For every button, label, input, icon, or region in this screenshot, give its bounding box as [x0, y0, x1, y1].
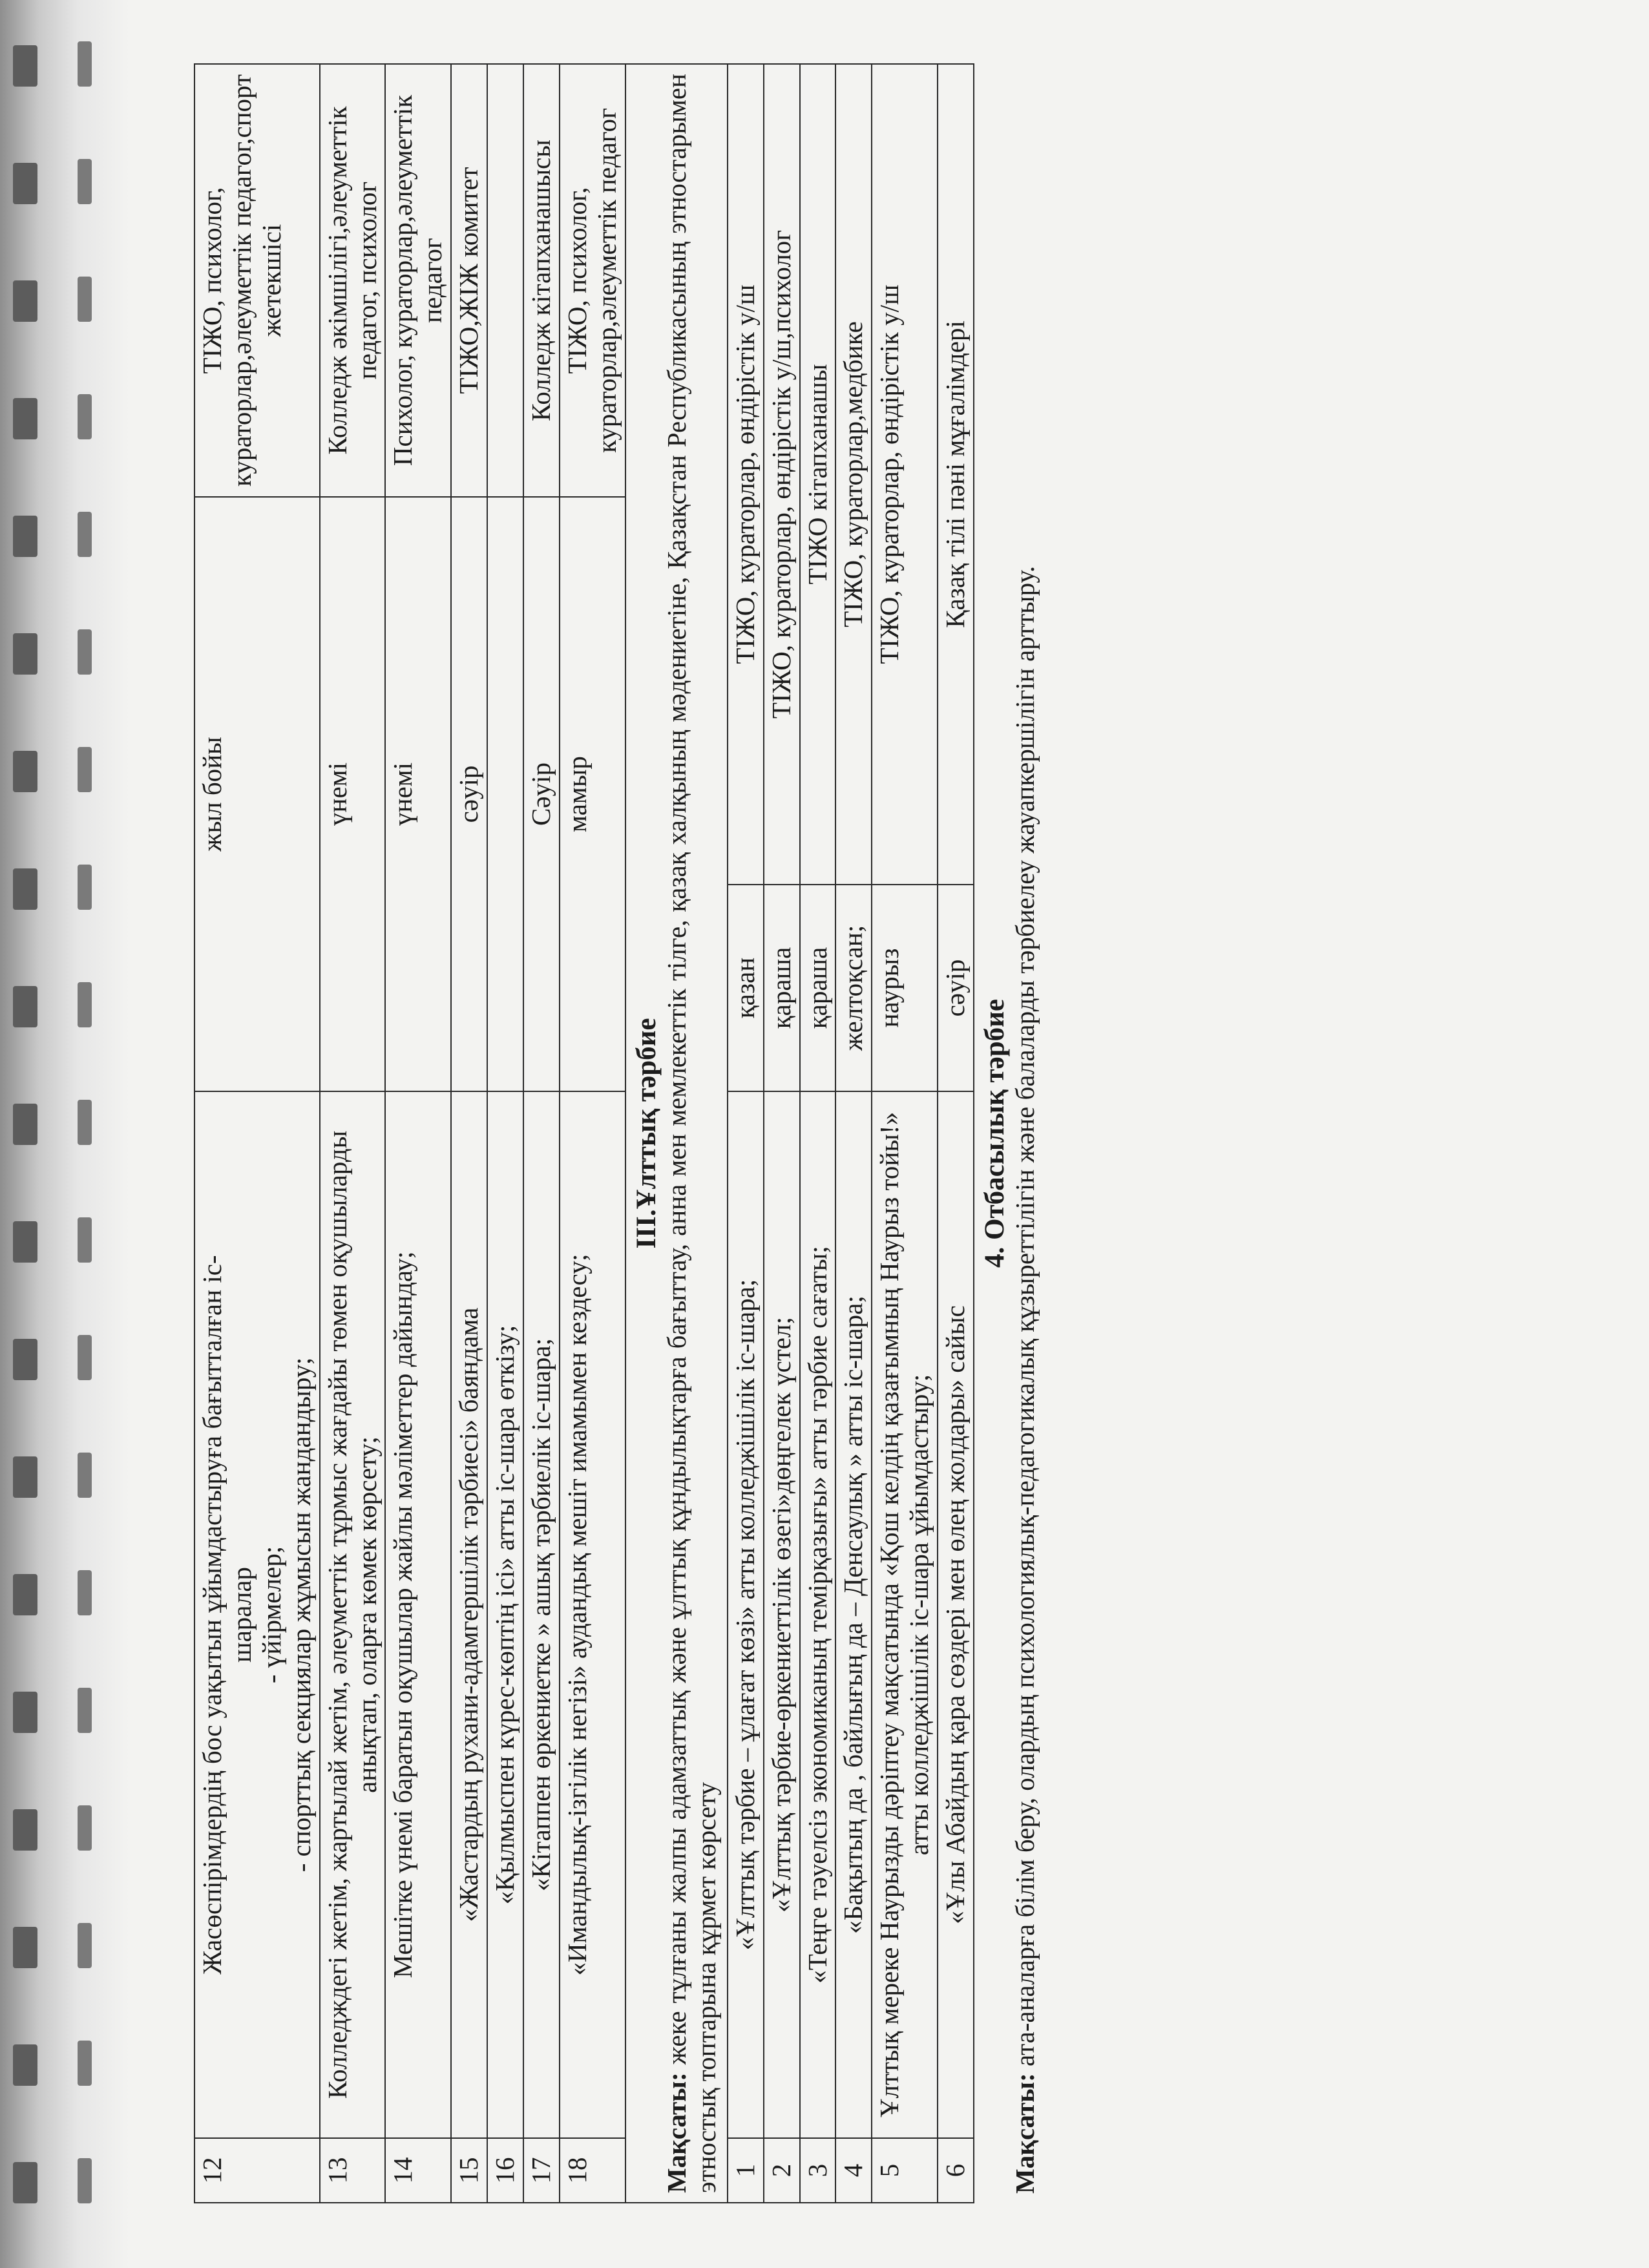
time-cell: мамыр: [560, 497, 625, 1091]
binder-ring: [78, 41, 92, 87]
event-cell: «Ұлттық тәрбие-өркениеттілік өзегі»дөңгелек үстел;: [764, 1091, 800, 2138]
binder-ring: [78, 1688, 92, 1733]
event-cell: [194, 1091, 320, 2138]
table-row: [194, 64, 320, 2203]
event-cell: «Ұлттық тәрбие – ұлағат көзі» атты колледжішілік іс-шара;: [728, 1091, 764, 2138]
time-cell: желтоқсан;: [835, 885, 872, 1091]
binder-strip: [0, 0, 129, 2268]
binder-ring: [13, 280, 37, 322]
section4-aim: Мақсаты: ата-аналарға білім беру, олардың психологиялық-педагогикалық құзыреттілігін және балаларды тәрбиелеу жауапкершілігін арттыру.: [1010, 565, 1040, 2194]
row-number: 16: [487, 2138, 523, 2203]
responsible-cell: Колледж әкімшілігі,әлеуметтік педагог, психолог: [320, 64, 386, 497]
table-row: [560, 64, 625, 2203]
event-cell: [451, 1091, 487, 2138]
time-cell: наурыз: [872, 885, 938, 1091]
section4-row: [974, 64, 1045, 2203]
event-text: Жасөспірімдердің бос уақытын ұйымдастыруға бағытталған іс-: [197, 1255, 227, 1975]
row-number: 17: [523, 2138, 560, 2203]
table-row: [523, 64, 560, 2203]
binder-ring: [13, 1927, 37, 1968]
row-number: 5: [872, 2138, 938, 2203]
table-row: [728, 64, 764, 2203]
plan-table: [194, 63, 1045, 2203]
row-number: 12: [194, 2138, 320, 2203]
binder-ring: [13, 633, 37, 675]
table-row: [320, 64, 386, 2203]
table-row: [872, 64, 938, 2203]
table-row: [835, 64, 872, 2203]
table-row: [800, 64, 836, 2203]
binder-ring: [78, 1923, 92, 1968]
event-cell: «Теңге тәуелсіз экономиканың темірқазығы» атты тәрбие сағаты;: [800, 1091, 836, 2138]
binder-ring: [78, 865, 92, 910]
table-row: [938, 64, 974, 2203]
binder-ring: [78, 747, 92, 792]
binder-ring: [78, 394, 92, 439]
section3-row: [625, 64, 728, 2203]
table-row: [385, 64, 451, 2203]
binder-ring: [13, 398, 37, 439]
row-number: 18: [560, 2138, 625, 2203]
event-text: «Қылмыспен күрес-көптің ісі» атты іс-шара өткізу;: [490, 1325, 520, 1905]
responsible-cell: ТІЖО кітапханашы: [800, 64, 836, 885]
section4-title: 4. Отбасылық тәрбие: [980, 999, 1011, 1268]
binder-ring: [13, 516, 37, 557]
binder-ring: [13, 751, 37, 792]
section3-title: ІІІ.Ұлттық тәрбие: [631, 1018, 662, 1249]
binder-ring: [13, 1221, 37, 1263]
event-text: Колледждегі жетім, жартылай жетім, әлеуметтік тұрмыс жағдайы төмен оқушыларды анықтап, оларға көмек көрсету;: [322, 1130, 382, 2099]
binder-ring: [78, 1570, 92, 1615]
binder-ring: [13, 1574, 37, 1615]
responsible-cell: Колледж кітапханашысы: [523, 64, 560, 497]
binder-ring: [78, 159, 92, 204]
binder-ring: [78, 982, 92, 1027]
row-number: 13: [320, 2138, 386, 2203]
responsible-cell: ТІЖО, кураторлар,медбике: [835, 64, 872, 885]
time-cell: [487, 497, 523, 1091]
binder-ring: [13, 1339, 37, 1380]
event-cell: [560, 1091, 625, 2138]
binder-ring: [78, 1453, 92, 1498]
section3-aim: Мақсаты: жеке тұлғаны жалпы адамзаттық және ұлттық құндылықтарға бағыттау, анна мен мемлекеттік тілге, қазақ халқының мәдениетіне, Қазақстан Республикасының этностарымен этностық топтарына құрмет көрсету: [661, 74, 721, 2193]
event-cell: Ұлттық мереке Наурызды дәріптеу мақсатында «Қош келдің қазағымның Наурыз тойы!» атты колледжішілік іс-шара ұйымдастыру;: [872, 1091, 938, 2138]
event-cell: [487, 1091, 523, 2138]
binder-ring: [13, 986, 37, 1027]
binder-ring: [78, 1217, 92, 1263]
responsible-cell: ТІЖО, психолог, кураторлар,әлеуметтік педагог: [560, 64, 625, 497]
responsible-cell: Психолог, кураторлар,әлеуметтік педагог: [385, 64, 451, 497]
binder-ring: [78, 1335, 92, 1380]
row-number: 2: [764, 2138, 800, 2203]
event-subline: - спорттық секциялар жұмысын жандандыру;: [286, 1357, 316, 1873]
event-text: «Имандылық-ізгілік негізі» аудандық мешіт имамымен кездесу;: [562, 1254, 592, 1976]
binder-ring: [78, 2158, 92, 2203]
event-text: «Жастардың рухани-адамгершілік тәрбиесі» баяндама: [454, 1307, 484, 1922]
row-number: 15: [451, 2138, 487, 2203]
responsible-cell: ТІЖО,ЖІЖ комитет: [451, 64, 487, 497]
responsible-cell: [487, 64, 523, 497]
table-row: [451, 64, 487, 2203]
table-row: [487, 64, 523, 2203]
responsible-cell: ТІЖО, кураторлар, өндірістік у/ш,психолог: [764, 64, 800, 885]
binder-ring: [13, 1809, 37, 1851]
row-number: 6: [938, 2138, 974, 2203]
event-cell: [385, 1091, 451, 2138]
rotated-page: [194, 65, 1551, 2203]
responsible-cell: ТІЖО, психолог, кураторлар,әлеуметтік педагог,спорт жетекшісі: [194, 64, 320, 497]
binder-ring: [78, 629, 92, 675]
responsible-cell: Қазақ тілі пәні мұғалімдері: [938, 64, 974, 885]
row-number: 1: [728, 2138, 764, 2203]
event-cell: [523, 1091, 560, 2138]
event-cell: [320, 1091, 386, 2138]
time-cell: қараша: [764, 885, 800, 1091]
binder-ring: [78, 512, 92, 557]
binder-ring: [13, 1692, 37, 1733]
responsible-cell: ТІЖО, кураторлар, өндірістік у/ш: [728, 64, 764, 885]
binder-ring: [78, 1805, 92, 1851]
row-number: 14: [385, 2138, 451, 2203]
binder-ring: [13, 1104, 37, 1145]
time-cell: үнемі: [385, 497, 451, 1091]
binder-ring: [13, 163, 37, 204]
event-subline: шаралар: [226, 1567, 257, 1663]
binder-ring: [78, 277, 92, 322]
binder-ring: [78, 1100, 92, 1145]
responsible-cell: ТІЖО, кураторлар, өндірістік у/ш: [872, 64, 938, 885]
table-row: [764, 64, 800, 2203]
time-cell: қазан: [728, 885, 764, 1091]
time-cell: қараша: [800, 885, 836, 1091]
binder-ring: [13, 2044, 37, 2086]
event-cell: «Ұлы Абайдың қара сөздері мен өлең жолдары» сайыс: [938, 1091, 974, 2138]
time-cell: сәуір: [938, 885, 974, 1091]
event-text: Мешітке үнемі баратын оқушылар жайлы мәліметтер дайындау;: [388, 1251, 418, 1979]
event-cell: «Бақытың да , байлығың да – Денсаулық » атты іс-шара;: [835, 1091, 872, 2138]
binder-ring: [78, 2041, 92, 2086]
binder-ring: [13, 1456, 37, 1498]
time-cell: жыл бойы: [194, 497, 320, 1091]
binder-ring: [13, 45, 37, 87]
time-cell: сәуір: [451, 497, 487, 1091]
time-cell: үнемі: [320, 497, 386, 1091]
event-subline: - үйірмелер;: [256, 1546, 286, 1684]
time-cell: Сәуір: [523, 497, 560, 1091]
row-number: 3: [800, 2138, 836, 2203]
binder-ring: [13, 2162, 37, 2203]
event-text: «Кітаппен өркениетке » ашық тәрбиелік іс-шара;: [526, 1338, 556, 1891]
row-number: 4: [835, 2138, 872, 2203]
binder-ring: [13, 868, 37, 910]
